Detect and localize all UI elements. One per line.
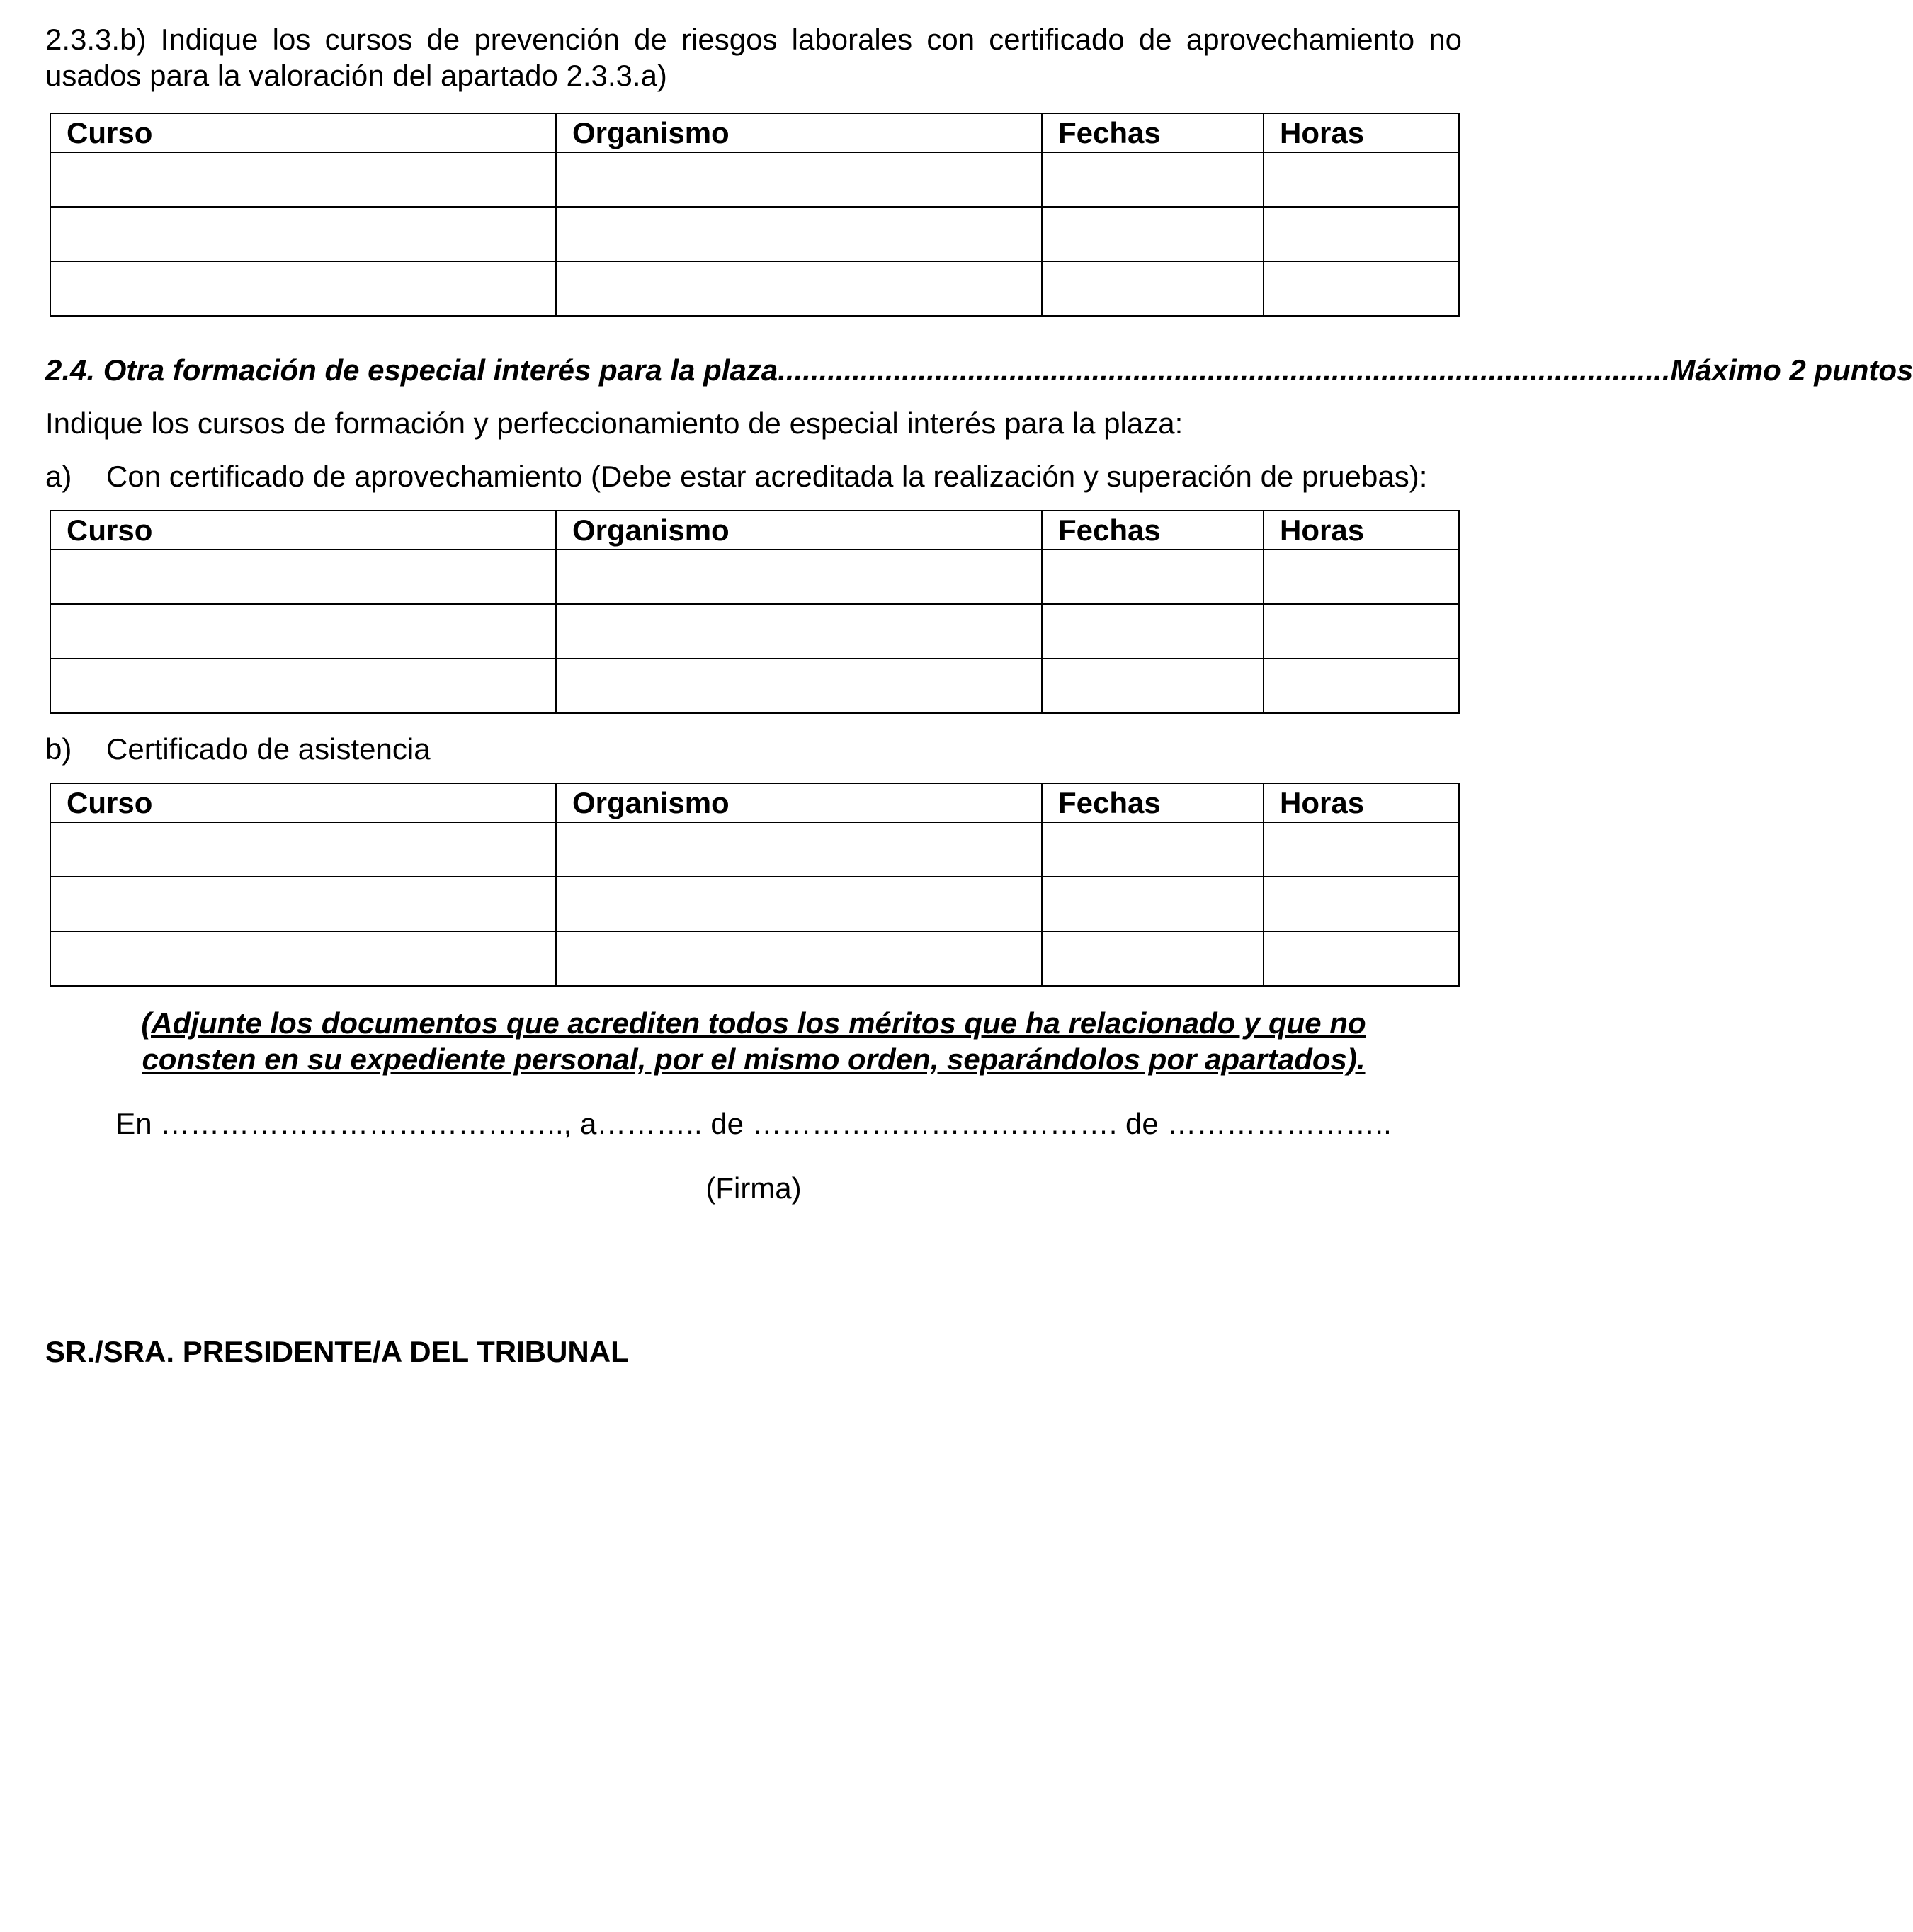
section-24-title: 2.4. Otra formación de especial interés para la plaza. <box>45 353 786 387</box>
cell-curso[interactable] <box>50 604 556 659</box>
table-row <box>50 550 1459 604</box>
header-horas: Horas <box>1264 511 1459 550</box>
item-b-label: b) <box>45 732 72 766</box>
item-a-text <box>45 458 1427 494</box>
cell-organismo[interactable] <box>556 877 1042 931</box>
header-curso: Curso <box>50 113 556 152</box>
addressee: SR./SRA. PRESIDENTE/A DEL TRIBUNAL <box>45 1335 629 1368</box>
table-header-row <box>50 113 1459 152</box>
table-row <box>50 931 1459 986</box>
cell-fechas[interactable] <box>1042 659 1264 713</box>
section-233b-text: 2.3.3.b) Indique los cursos de prevención de riesgos laborales con certificado de aprovechamiento no usados para la valoración del apartado 2.3.3.a) <box>45 23 1462 92</box>
header-curso: Curso <box>50 783 556 822</box>
header-fechas: Fechas <box>1042 783 1264 822</box>
table-row <box>50 604 1459 659</box>
item-a-label: a) <box>45 460 72 493</box>
cell-curso[interactable] <box>50 931 556 986</box>
header-organismo: Organismo <box>556 511 1042 550</box>
cell-horas[interactable] <box>1264 877 1459 931</box>
cell-horas[interactable] <box>1264 931 1459 986</box>
cell-fechas[interactable] <box>1042 931 1264 986</box>
cell-organismo[interactable] <box>556 931 1042 986</box>
section-24-max: Máximo 2 puntos <box>1670 353 1913 387</box>
cell-fechas[interactable] <box>1042 207 1264 261</box>
cell-curso[interactable] <box>50 659 556 713</box>
cell-horas[interactable] <box>1264 822 1459 877</box>
cell-organismo[interactable] <box>556 261 1042 316</box>
document-page <box>45 21 1913 1370</box>
cell-fechas[interactable] <box>1042 877 1264 931</box>
cell-fechas[interactable] <box>1042 604 1264 659</box>
cell-organismo[interactable] <box>556 207 1042 261</box>
section-24-intro: Indique los cursos de formación y perfeccionamiento de especial interés para la plaza: <box>45 407 1183 440</box>
cell-curso[interactable] <box>50 822 556 877</box>
cell-organismo[interactable] <box>556 659 1042 713</box>
cell-horas[interactable] <box>1264 659 1459 713</box>
cell-organismo[interactable] <box>556 822 1042 877</box>
section-24-dots: ........................................................................................................... <box>785 353 1671 387</box>
cell-organismo[interactable] <box>556 604 1042 659</box>
header-organismo: Organismo <box>556 783 1042 822</box>
signature-label: (Firma) <box>705 1171 802 1205</box>
attachment-note: (Adjunte los documentos que acrediten todos los méritos que ha relacionado y que no consten en su expediente personal, por el mismo orden, separándolos por apartados). <box>141 1006 1366 1076</box>
cell-organismo[interactable] <box>556 550 1042 604</box>
table-row <box>50 822 1459 877</box>
cell-horas[interactable] <box>1264 261 1459 316</box>
table-row <box>50 152 1459 207</box>
item-b <box>45 731 1462 767</box>
table-row <box>50 207 1459 261</box>
item-a <box>45 458 1462 494</box>
cell-curso[interactable] <box>50 877 556 931</box>
cell-curso[interactable] <box>50 261 556 316</box>
header-fechas: Fechas <box>1042 511 1264 550</box>
cell-fechas[interactable] <box>1042 550 1264 604</box>
table-aprovechamiento <box>50 510 1460 714</box>
cell-curso[interactable] <box>50 550 556 604</box>
header-horas: Horas <box>1264 783 1459 822</box>
date-place-line: En ………………………………….., a……….. de ………………………………. de ………………….. <box>115 1107 1392 1140</box>
cell-organismo[interactable] <box>556 152 1042 207</box>
table-asistencia <box>50 783 1460 987</box>
header-horas: Horas <box>1264 113 1459 152</box>
header-organismo: Organismo <box>556 113 1042 152</box>
table-row <box>50 659 1459 713</box>
table-row <box>50 877 1459 931</box>
cell-horas[interactable] <box>1264 604 1459 659</box>
cell-fechas[interactable] <box>1042 152 1264 207</box>
item-a-body: Con certificado de aprovechamiento (Debe estar acreditada la realización y superación de pruebas): <box>106 460 1428 493</box>
item-b-text: Certificado de asistencia <box>106 732 431 766</box>
cell-curso[interactable] <box>50 207 556 261</box>
table-header-row <box>50 511 1459 550</box>
section-24-heading <box>45 352 1913 388</box>
cell-fechas[interactable] <box>1042 822 1264 877</box>
cell-fechas[interactable] <box>1042 261 1264 316</box>
table-header-row <box>50 783 1459 822</box>
cell-horas[interactable] <box>1264 152 1459 207</box>
header-fechas: Fechas <box>1042 113 1264 152</box>
header-curso: Curso <box>50 511 556 550</box>
table-prevencion-riesgos <box>50 113 1460 317</box>
table-row <box>50 261 1459 316</box>
cell-horas[interactable] <box>1264 207 1459 261</box>
cell-horas[interactable] <box>1264 550 1459 604</box>
cell-curso[interactable] <box>50 152 556 207</box>
